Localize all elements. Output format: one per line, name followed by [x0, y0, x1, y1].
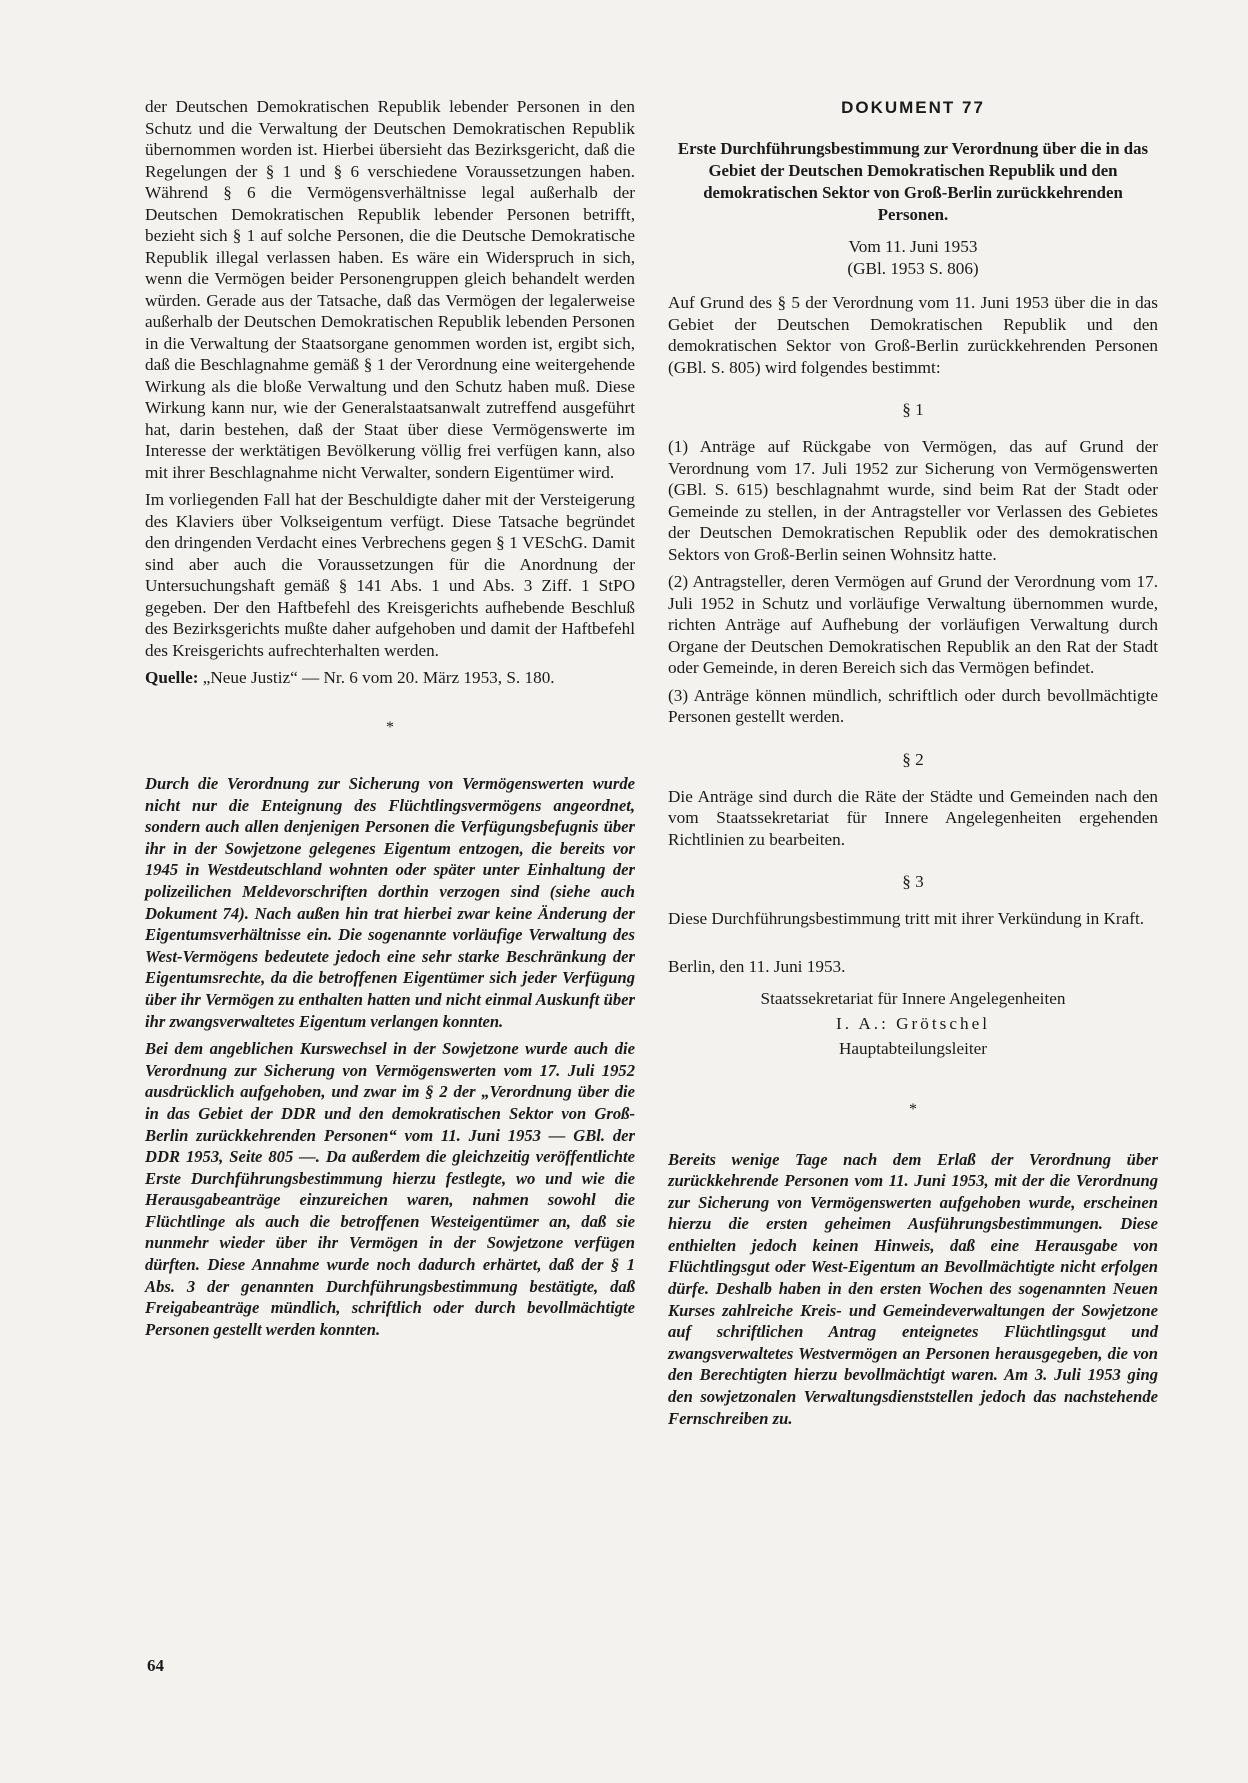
document-intro: Auf Grund des § 5 der Verordnung vom 11. Juni 1953 über die in das Gebiet der Deutschen Demokratischen Republik und den demokratischen Sektor von Groß-Berlin zurückkehrenden Personen (GBl. S. 805) wird folgendes bestimmt: — [668, 293, 1158, 377]
document-gazette-ref: (GBl. 1953 S. 806) — [847, 259, 979, 278]
right-column — [668, 98, 1158, 1429]
section-separator-star-right: * — [909, 1100, 917, 1118]
signature-office: Staatssekretariat für Innere Angelegenheiten — [760, 988, 1066, 1008]
section-separator-star: * — [386, 719, 394, 736]
document-title: Erste Durchführungsbestimmung zur Verordnung über die in das Gebiet der Deutschen Demokratischen Republik und den demokratischen Sektor von Groß-Berlin zurückkehrenden Personen. — [677, 139, 1149, 224]
commentary-paragraph-1: Durch die Verordnung zur Sicherung von Vermögenswerten wurde nicht nur die Enteignung des Flüchtlingsvermögens angeordnet, sondern auch allen denjenigen Personen die Verfügungsbefugnis über ihr in der Sowjetzone gelegenes Eigentum entzogen, die bereits vor 1945 in Westdeutschland wohnten oder später unter Einhaltung der polizeilichen Meldevorschriften dorthin verzogen sind (siehe auch Dokument 74). Nach außen hin trat hierbei zwar keine Änderung der Eigentumsverhältnisse ein. Die sogenannte vorläufige Verwaltung des West-Vermögens bedeutete jedoch eine sehr starke Beschränkung der Eigentumsrechte, da die betroffenen Eigentümer sich jeder Verfügung über ihr Vermögen zu enthalten hatten und nicht einmal Auskunft über ihr zwangsverwaltetes Eigentum verlangen konnten. — [145, 774, 635, 1031]
section-1-paragraph-3: (3) Anträge können mündlich, schriftlich oder durch bevollmächtigte Personen gestellt werden. — [668, 685, 1158, 726]
court-text-paragraph-2: Im vorliegenden Fall hat der Beschuldigte daher mit der Versteigerung des Klaviers über Volkseigentum verfügt. Diese Tatsache begründet den dringenden Verdacht eines Verbrechens gegen § 1 VESchG. Damit sind aber auch die Voraussetzungen für die Anordnung der Untersuchungshaft gemäß § 141 Abs. 1 und Abs. 3 Ziff. 1 StPO gegeben. Der den Haftbefehl des Kreisgerichts aufhebende Beschluß des Bezirksgerichts mußte daher aufgehoben und damit der Haftbefehl des Kreisgerichts aufrechterhalten werden. — [145, 490, 635, 660]
place-and-date: Berlin, den 11. Juni 1953. — [668, 956, 846, 976]
source-citation — [145, 667, 635, 689]
document-date: Vom 11. Juni 1953 — [848, 237, 978, 256]
section-3-paragraph: Diese Durchführungsbestimmung tritt mit ihrer Verkündung in Kraft. — [668, 909, 1145, 928]
section-3-heading: § 3 — [902, 872, 924, 891]
court-text-paragraph-1: der Deutschen Demokratischen Republik lebender Personen in den Schutz und die Verwaltung der Deutschen Demokratischen Republik übernommen worden ist. Hierbei übersieht das Bezirksgericht, daß die Regelungen der § 1 und § 6 verschiedene Voraussetzungen haben. Während § 6 die Vermögensverhältnisse legal außerhalb der Deutschen Demokratischen Republik lebender Personen betrifft, bezieht sich § 1 auf solche Personen, die die Deutsche Demokratische Republik illegal verlassen haben. Es wäre ein Widerspruch in sich, wenn die Vermögen beider Personengruppen gleich behandelt werden würden. Gerade aus der Tatsache, daß das Vermögen der legalerweise außerhalb der Deutschen Demokratischen Republik lebenden Personen in die Verwaltung der Staatsorgane genommen worden ist, ergibt sich, daß die Beschlagnahme gemäß § 1 der Verordnung eine weitergehende Wirkung als die bloße Verwaltung und den Schutz haben muß. Diese Wirkung kann nur, wie der Generalstaatsanwalt zutreffend ausgeführt hat, darin bestehen, daß der Staat über diese Vermögenswerte im Interesse der werktätigen Bevölkerung völlig frei verfügen kann, also mit ihrer Beschlagnahme nicht Verwalter, sondern Eigentümer wird. — [145, 97, 635, 482]
section-1-paragraph-1: (1) Anträge auf Rückgabe von Vermögen, das auf Grund der Verordnung vom 17. Juli 1952 zur Sicherung von Vermögenswerten (GBl. S. 615) beschlagnahmt wurde, sind beim Rat der Stadt oder Gemeinde zu stellen, in der Antragsteller vor Verlassen des Gebietes der Deutschen Demokratischen Republik oder des demokratischen Sektors von Groß-Berlin seinen Wohnsitz hatte. — [668, 437, 1158, 564]
section-1-heading: § 1 — [902, 400, 924, 419]
section-2-paragraph: Die Anträge sind durch die Räte der Städte und Gemeinden nach den vom Staatssekretariat für Innere Angelegenheiten ergehenden Richtlinien zu bearbeiten. — [668, 786, 1158, 849]
source-text: „Neue Justiz“ — Nr. 6 vom 20. März 1953, S. 180. — [202, 668, 555, 687]
page-number: 64 — [147, 1656, 164, 1675]
signature-name: I. A.: Grötschel — [836, 1013, 990, 1033]
source-label: Quelle: — [145, 668, 199, 687]
signature-block — [668, 986, 1158, 1061]
section-2-heading: § 2 — [902, 749, 924, 769]
commentary-paragraph-2: Bei dem angeblichen Kurswechsel in der Sowjetzone wurde auch die Verordnung zur Sicherung von Vermögenswerten vom 17. Juli 1952 ausdrücklich aufgehoben, und zwar im § 2 der „Verordnung über die in das Gebiet der DDR und den demokratischen Sektor von Groß-Berlin zurückkehrenden Personen“ vom 11. Juni 1953 — GBl. der DDR 1953, Seite 805 —. Da außerdem die gleichzeitig veröffentlichte Erste Durchführungsbestimmung hierzu festlegte, wo und wie die Herausgabeanträge einzureichen waren, nahmen sowohl die Flüchtlinge als auch die betroffenen Westeigentümer an, daß sie nunmehr wieder über ihr Vermögen in der Sowjetzone verfügen dürften. Diese Annahme wurde noch dadurch erhärtet, daß der § 1 Abs. 3 der genannten Durchführungsbestimmung bestätigte, daß Freigabeanträge mündlich, schriftlich oder durch bevollmächtigte Personen gestellt werden konnten. — [145, 1039, 635, 1339]
right-commentary-paragraph: Bereits wenige Tage nach dem Erlaß der Verordnung über zurückkehrende Personen vom 11. Juni 1953, mit der die Verordnung zur Sicherung von Vermögenswerten aufgehoben wurde, erscheinen hierzu die ersten geheimen Ausführungsbestimmungen. Diese enthielten jedoch keinen Hinweis, daß eine Herausgabe von Flüchtlingsgut oder West-Eigentum an Bevollmächtigte nicht erfolgen dürfe. Deshalb haben in den ersten Wochen des sogenannten Neuen Kurses zahlreiche Kreis- und Gemeindeverwaltungen der Sowjetzone auf schriftlichen Antrag enteignetes Flüchtlingsgut und zwangsverwaltetes Westvermögen an Personen herausgegeben, die von den Berechtigten hierzu bevollmächtigt waren. Am 3. Juli 1953 ging den sowjetzonalen Verwaltungsdienststellen jedoch das nachstehende Fernschreiben zu. — [668, 1149, 1158, 1428]
document-heading: DOKUMENT 77 — [841, 98, 985, 117]
section-1-paragraph-2: (2) Antragsteller, deren Vermögen auf Grund der Verordnung vom 17. Juli 1952 in Schutz und vorläufige Verwaltung übernommen wurde, richten Anträge auf Aufhebung der vorläufigen Verwaltung durch Organe der Deutschen Demokratischen Republik an den Rat der Stadt oder Gemeinde, in deren Bereich sich das Vermögen befindet. — [668, 572, 1158, 677]
signature-role: Hauptabteilungsleiter — [839, 1038, 987, 1058]
left-column — [145, 96, 635, 1340]
